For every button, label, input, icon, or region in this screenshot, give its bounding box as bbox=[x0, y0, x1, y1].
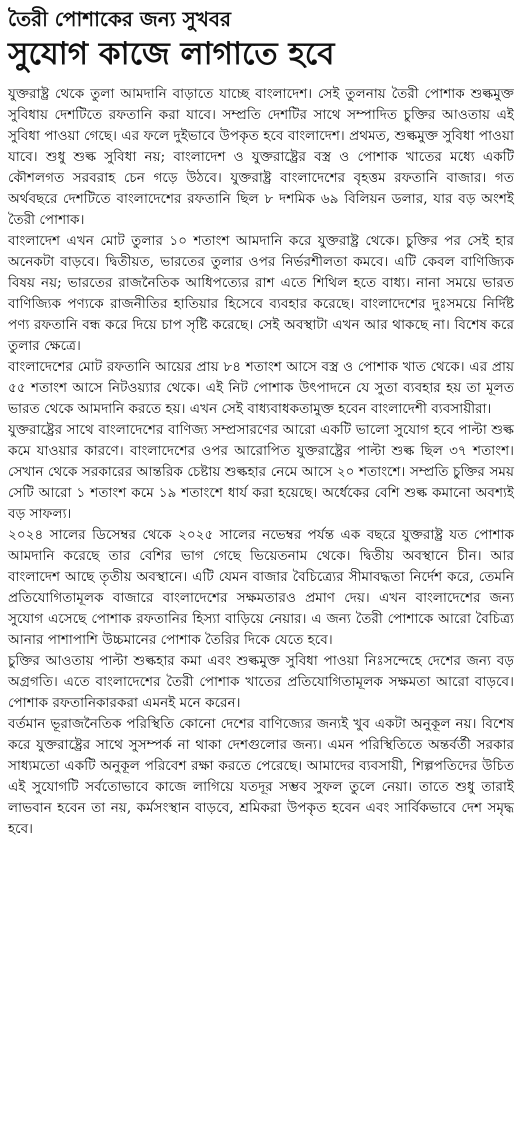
paragraph-1: যুক্তরাষ্ট্র থেকে তুলা আমদানি বাড়াতে যাচ্ছে বাংলাদেশ। সেই তুলনায় তৈরী পোশাক শুল্কমুক্ত সুবিধায় দেশটিতে রফতানি করা যাবে। সম্প্রতি দেশটির সাথে সম্পাদিত চুক্তির আওতায় এই সুবিধা পাওয়া গেছে। এর ফলে দুইভাবে উপকৃত হবে বাংলাদেশ। প্রথমত, শুল্কমুক্ত সুবিধা পাওয়া যাবে। শুধু শুল্ক সুবিধা নয়; বাংলাদেশ ও যুক্তরাষ্ট্রের বস্ত্র ও পোশাক খাতের মধ্যে একটি কৌশলগত সরবরাহ চেন গড়ে উঠবে। যুক্তরাষ্ট্র বাংলাদেশের বৃহত্তম রফতানি বাজার। গত অর্থবছরে দেশটিতে বাংলাদেশের রফতানি ছিল ৮ দশমিক ৬৯ বিলিয়ন ডলার, যার বড় অংশই তৈরী পোশাক। bbox=[8, 86, 514, 228]
paragraph-2: বাংলাদেশ এখন মোট তুলার ১০ শতাংশ আমদানি করে যুক্তরাষ্ট্র থেকে। চুক্তির পর সেই হার অনেকটা বাড়বে। দ্বিতীয়ত, ভারতের তুলার ওপর নির্ভরশীলতা কমবে। এটি কেবল বাণিজ্যিক বিষয় নয়; ভারতের রাজনৈতিক আধিপত্যের রাশ এতে শিথিল হতে বাধ্য। নানা সময়ে ভারত বাণিজ্যিক পণ্যকে রাজনীতির হাতিয়ার হিসেবে ব্যবহার করেছে। বাংলাদেশের দুঃসময়ে নির্দিষ্ট পণ্য রফতানি বন্ধ করে দিয়ে চাপ সৃষ্টি করেছে। সেই অবস্থাটা এখন আর থাকছে না। বিশেষ করে তুলার ক্ষেত্রে। bbox=[8, 233, 514, 354]
article-kicker: তৈরী পোশাকের জন্য সুখবর bbox=[8, 7, 231, 31]
article-body bbox=[8, 84, 514, 840]
paragraph-6: চুক্তির আওতায় পাল্টা শুল্কহার কমা এবং শুল্কমুক্ত সুবিধা পাওয়া নিঃসন্দেহে দেশের জন্য বড় অগ্রগতি। এতে বাংলাদেশের তৈরী পোশাক খাতের প্রতিযোগিতামূলক সক্ষমতা আরো বাড়বে। পোশাক রফতানিকারকরা এমনই মনে করেন। bbox=[8, 653, 514, 711]
paragraph-5: ২০২৪ সালের ডিসেম্বর থেকে ২০২৫ সালের নভেম্বর পর্যন্ত এক বছরে যুক্তরাষ্ট্র যত পোশাক আমদানি করেছে তার বেশির ভাগ গেছে ভিয়েতনাম থেকে। দ্বিতীয় অবস্থানে চীন। আর বাংলাদেশ আছে তৃতীয় অবস্থানে। এটি যেমন বাজার বৈচিত্র্যের সীমাবদ্ধতা নির্দেশ করে, তেমনি প্রতিযোগিতামূলক বাজারে বাংলাদেশের সক্ষমতারও প্রমাণ দেয়। এখন বাংলাদেশের জন্য সুযোগ এসেছে পোশাক রফতানির হিস্যা বাড়িয়ে নেয়ার। এ জন্য তৈরী পোশাকে আরো বৈচিত্র্য আনার পাশাপাশি উচ্চমানের পোশাক তৈরির দিকে যেতে হবে। bbox=[8, 527, 514, 648]
paragraph-4: যুক্তরাষ্ট্রের সাথে বাংলাদেশের বাণিজ্য সম্প্রসারণের আরো একটি ভালো সুযোগ হবে পাল্টা শুল্ক কমে যাওয়ার কারণে। বাংলাদেশের ওপর আরোপিত যুক্তরাষ্ট্রের পাল্টা শুল্ক ছিল ৩৭ শতাংশ। সেখান থেকে সরকারের আন্তরিক চেষ্টায় শুল্কহার নেমে আসে ২০ শতাংশে। সম্প্রতি চুক্তির সময় সেটি আরো ১ শতাংশ কমে ১৯ শতাংশে ধার্য করা হয়েছে। অর্ধেকের বেশি শুল্ক কমানো অবশ্যই বড় সাফল্য। bbox=[8, 422, 514, 522]
article-headline: সুযোগ কাজে লাগাতে হবে bbox=[8, 36, 335, 72]
paragraph-7: বর্তমান ভূরাজনৈতিক পরিস্থিতি কোনো দেশের বাণিজ্যের জন্যই খুব একটা অনুকূল নয়। বিশেষ করে যুক্তরাষ্ট্রের সাথে সুসম্পর্ক না থাকা দেশগুলোর জন্য। এমন পরিস্থিতিতে অন্তর্বর্তী সরকার সাধ্যমতো একটি অনুকূল পরিবেশ রক্ষা করতে পেরেছে। আমাদের ব্যবসায়ী, শিল্পপতিদের উচিত এই সুযোগটি সর্বতোভাবে কাজে লাগিয়ে যতদূর সম্ভব সুফল তুলে নেয়া। তাতে শুধু তারাই লাভবান হবেন তা নয়, কর্মসংস্থান বাড়বে, শ্রমিকরা উপকৃত হবেন এবং সার্বিকভাবে দেশ সমৃদ্ধ হবে। bbox=[8, 716, 514, 837]
paragraph-3: বাংলাদেশের মোট রফতানি আয়ের প্রায় ৮৪ শতাংশ আসে বস্ত্র ও পোশাক খাত থেকে। এর প্রায় ৫৫ শতাংশ আসে নিটওয়্যার থেকে। এই নিট পোশাক উৎপাদনে যে সুতা ব্যবহার হয় তা মূলত ভারত থেকে আমদানি করতে হয়। এখন সেই বাধ্যবাধকতামুক্ত হবেন বাংলাদেশী ব্যবসায়ীরা। bbox=[8, 359, 514, 417]
